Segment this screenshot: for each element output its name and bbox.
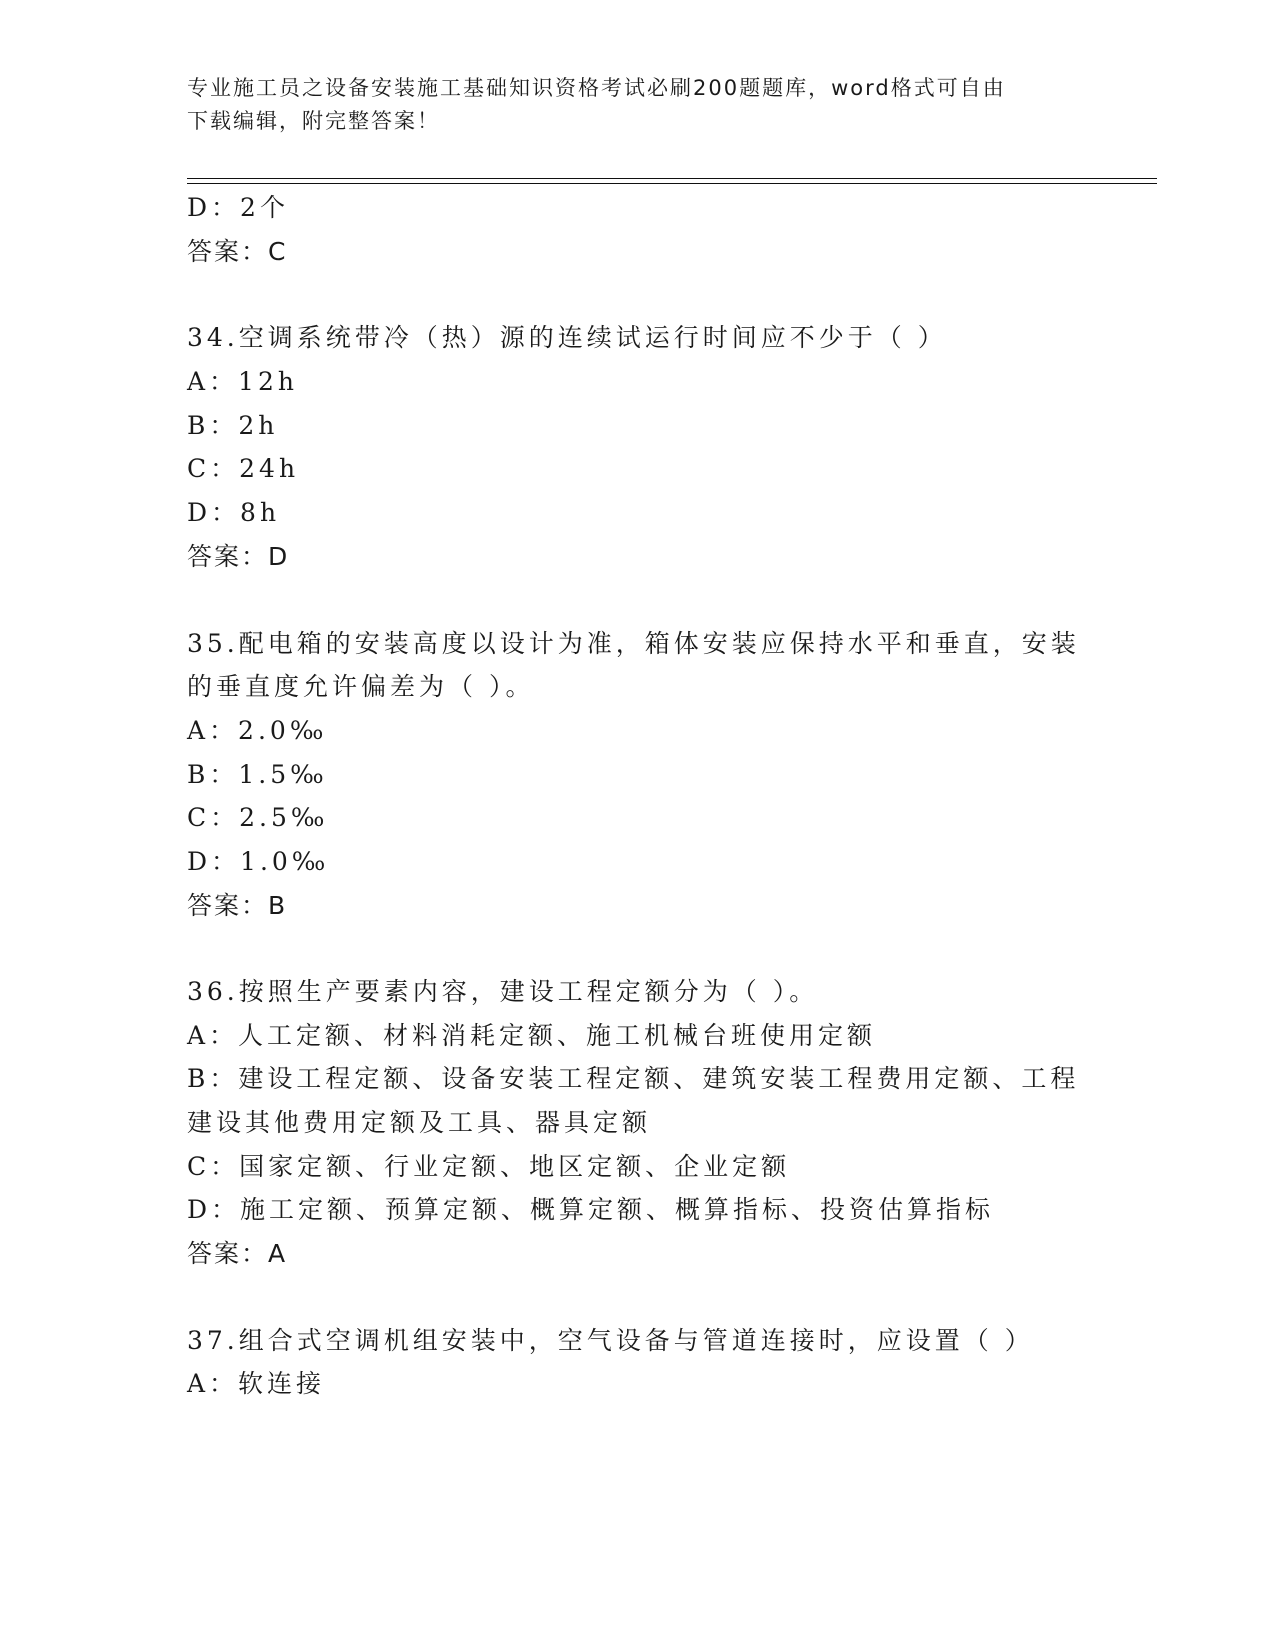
q36-option-a: A：人工定额、材料消耗定额、施工机械台班使用定额 bbox=[187, 1021, 877, 1050]
q34-option-b: B：2h bbox=[187, 411, 279, 440]
q35-stem-line-1: 35.配电箱的安装高度以设计为准，箱体安装应保持水平和垂直，安装 bbox=[187, 629, 1080, 658]
q36-option-b-line-1: B：建设工程定额、设备安装工程定额、建筑安装工程费用定额、工程 bbox=[187, 1064, 1080, 1093]
document-header bbox=[187, 72, 1067, 138]
prev-option-d: D：2个 bbox=[187, 193, 289, 222]
q35-option-a: A：2.0‰ bbox=[187, 716, 328, 745]
header-divider-top bbox=[187, 178, 1157, 179]
q35-option-c: C：2.5‰ bbox=[187, 803, 329, 832]
q34-option-c: C：24h bbox=[187, 454, 300, 483]
q35-option-b: B：1.5‰ bbox=[187, 760, 328, 789]
q36-option-d: D：施工定额、预算定额、概算定额、概算指标、投资估算指标 bbox=[187, 1195, 995, 1224]
q36-stem: 36.按照生产要素内容，建设工程定额分为（ ）。 bbox=[187, 977, 819, 1006]
q34-option-a: A：12h bbox=[187, 367, 298, 396]
q37-stem: 37.组合式空调机组安装中，空气设备与管道连接时，应设置（ ） bbox=[187, 1326, 1034, 1355]
q35-option-d: D：1.0‰ bbox=[187, 847, 330, 876]
q34-option-d: D：8h bbox=[187, 498, 281, 527]
q36-option-c: C：国家定额、行业定额、地区定额、企业定额 bbox=[187, 1152, 791, 1181]
q34-stem: 34.空调系统带冷（热）源的连续试运行时间应不少于（ ） bbox=[187, 323, 947, 352]
q35-stem-line-2: 的垂直度允许偏差为（ ）。 bbox=[187, 672, 535, 701]
q36-answer: 答案：A bbox=[187, 1239, 288, 1268]
q36-option-b-line-2: 建设其他费用定额及工具、器具定额 bbox=[187, 1108, 652, 1137]
header-title-line-2: 下载编辑，附完整答案！ bbox=[187, 109, 440, 133]
q34-answer: 答案：D bbox=[187, 542, 290, 571]
header-divider-bottom bbox=[187, 183, 1157, 184]
q37-option-a: A：软连接 bbox=[187, 1369, 326, 1398]
header-title-line-1: 专业施工员之设备安装施工基础知识资格考试必刷200题题库，word格式可自由 bbox=[187, 76, 1006, 100]
q35-answer: 答案：B bbox=[187, 891, 288, 920]
prev-answer: 答案：C bbox=[187, 237, 288, 266]
